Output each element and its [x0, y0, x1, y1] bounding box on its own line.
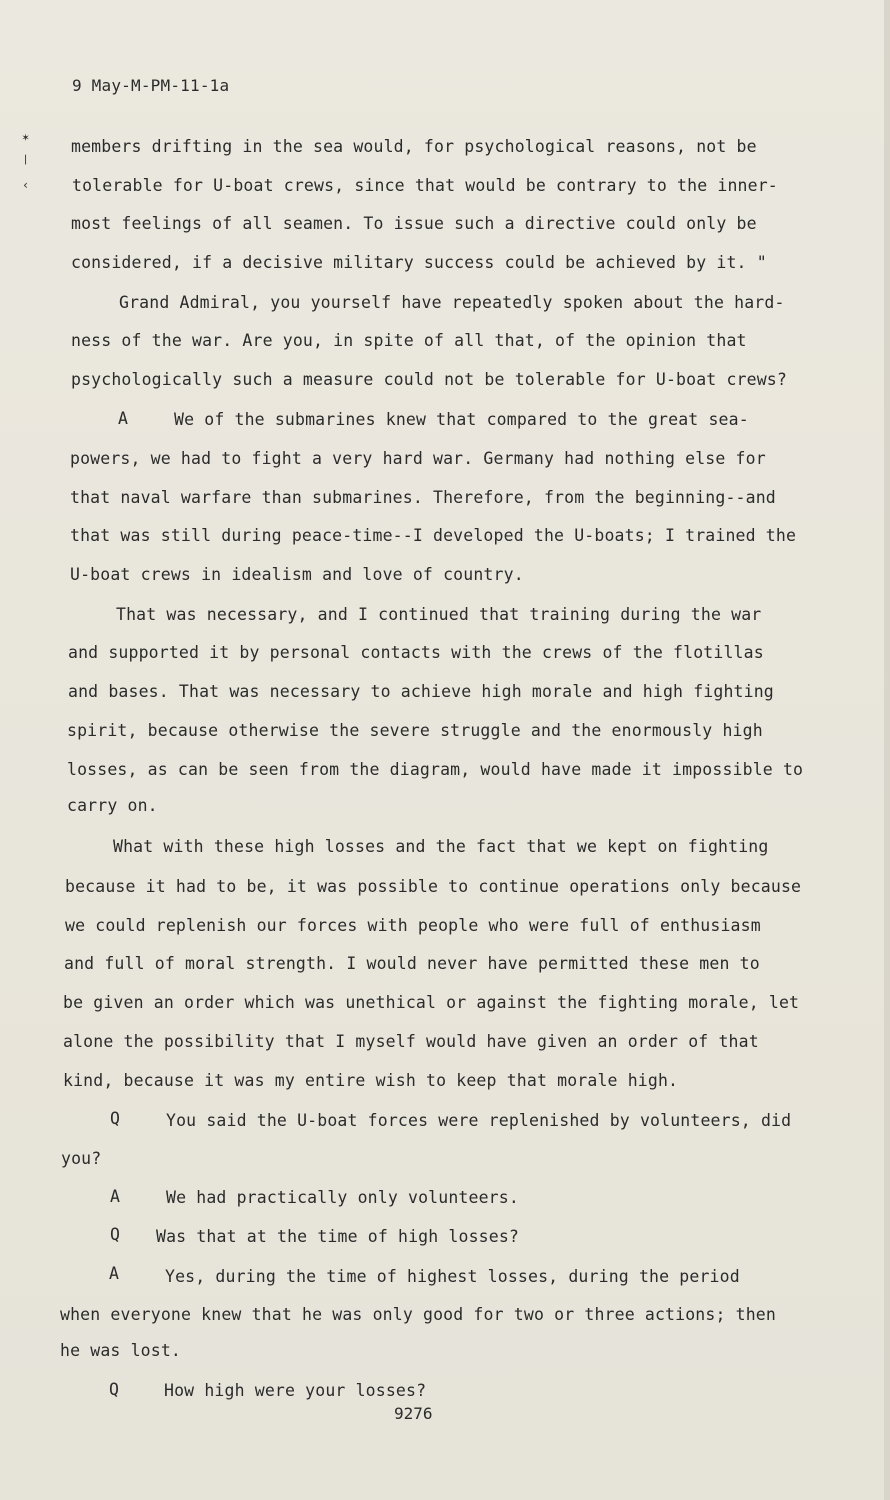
text-line: losses, as can be seen from the diagram, would have made it impossible to: [67, 760, 804, 779]
speaker-label: Q: [110, 1225, 120, 1244]
speaker-label: A: [109, 1264, 119, 1283]
text-line: You said the U-boat forces were replenished by volunteers, did: [166, 1111, 792, 1130]
margin-mark: ❘: [22, 152, 30, 166]
page-edge: [884, 0, 890, 1500]
text-line: Was that at the time of high losses?: [156, 1227, 520, 1246]
text-line: We of the submarines knew that compared to the great sea-: [174, 410, 749, 429]
text-line: considered, if a decisive military success could be achieved by it. ": [71, 253, 767, 272]
text-line: Yes, during the time of highest losses, during the period: [165, 1267, 740, 1286]
text-line: you?: [61, 1149, 102, 1168]
text-line: carry on.: [67, 796, 158, 815]
text-line: because it had to be, it was possible to continue operations only because: [65, 877, 802, 896]
page-number: 9276: [394, 1404, 433, 1423]
text-line: That was necessary, and I continued that training during the war: [116, 605, 762, 624]
text-line: Grand Admiral, you yourself have repeatedly spoken about the hard-: [119, 293, 785, 312]
text-line: ness of the war. Are you, in spite of all that, of the opinion that: [71, 331, 747, 350]
margin-mark: ✶: [22, 130, 30, 144]
speaker-label: A: [110, 1187, 120, 1206]
text-line: and bases. That was necessary to achieve high morale and high fighting: [68, 682, 774, 701]
speaker-label: A: [118, 409, 128, 428]
text-line: psychologically such a measure could not be tolerable for U-boat crews?: [71, 370, 787, 389]
text-line: powers, we had to fight a very hard war. Germany had nothing else for: [70, 449, 766, 468]
text-line: members drifting in the sea would, for psychological reasons, not be: [71, 137, 757, 156]
text-line: kind, because it was my entire wish to keep that morale high.: [63, 1071, 679, 1090]
text-line: and full of moral strength. I would never have permitted these men to: [64, 954, 760, 973]
text-line: when everyone knew that he was only good for two or three actions; then: [60, 1305, 776, 1324]
text-line: alone the possibility that I myself would have given an order of that: [63, 1032, 759, 1051]
text-line: How high were your losses?: [164, 1381, 427, 1400]
text-line: most feelings of all seamen. To issue such a directive could only be: [71, 214, 757, 233]
speaker-label: Q: [109, 1380, 119, 1399]
text-line: spirit, because otherwise the severe struggle and the enormously high: [67, 721, 763, 740]
text-line: that naval warfare than submarines. Therefore, from the beginning--and: [70, 488, 776, 507]
text-line: tolerable for U-boat crews, since that would be contrary to the inner-: [72, 176, 778, 195]
text-line: we could replenish our forces with people who were full of enthusiasm: [65, 916, 761, 935]
text-line: and supported it by personal contacts with the crews of the flotillas: [68, 643, 764, 662]
margin-mark: ‹: [22, 178, 30, 192]
text-line: What with these high losses and the fact that we kept on fighting: [113, 837, 769, 856]
text-line: U-boat crews in idealism and love of country.: [70, 565, 524, 584]
text-line: be given an order which was unethical or against the fighting morale, let: [63, 993, 800, 1012]
text-line: that was still during peace-time--I developed the U-boats; I trained the: [70, 526, 797, 545]
text-line: We had practically only volunteers.: [166, 1188, 519, 1207]
speaker-label: Q: [110, 1109, 120, 1128]
text-line: he was lost.: [60, 1341, 182, 1360]
page-header: 9 May-M-PM-11-1a: [72, 76, 230, 95]
